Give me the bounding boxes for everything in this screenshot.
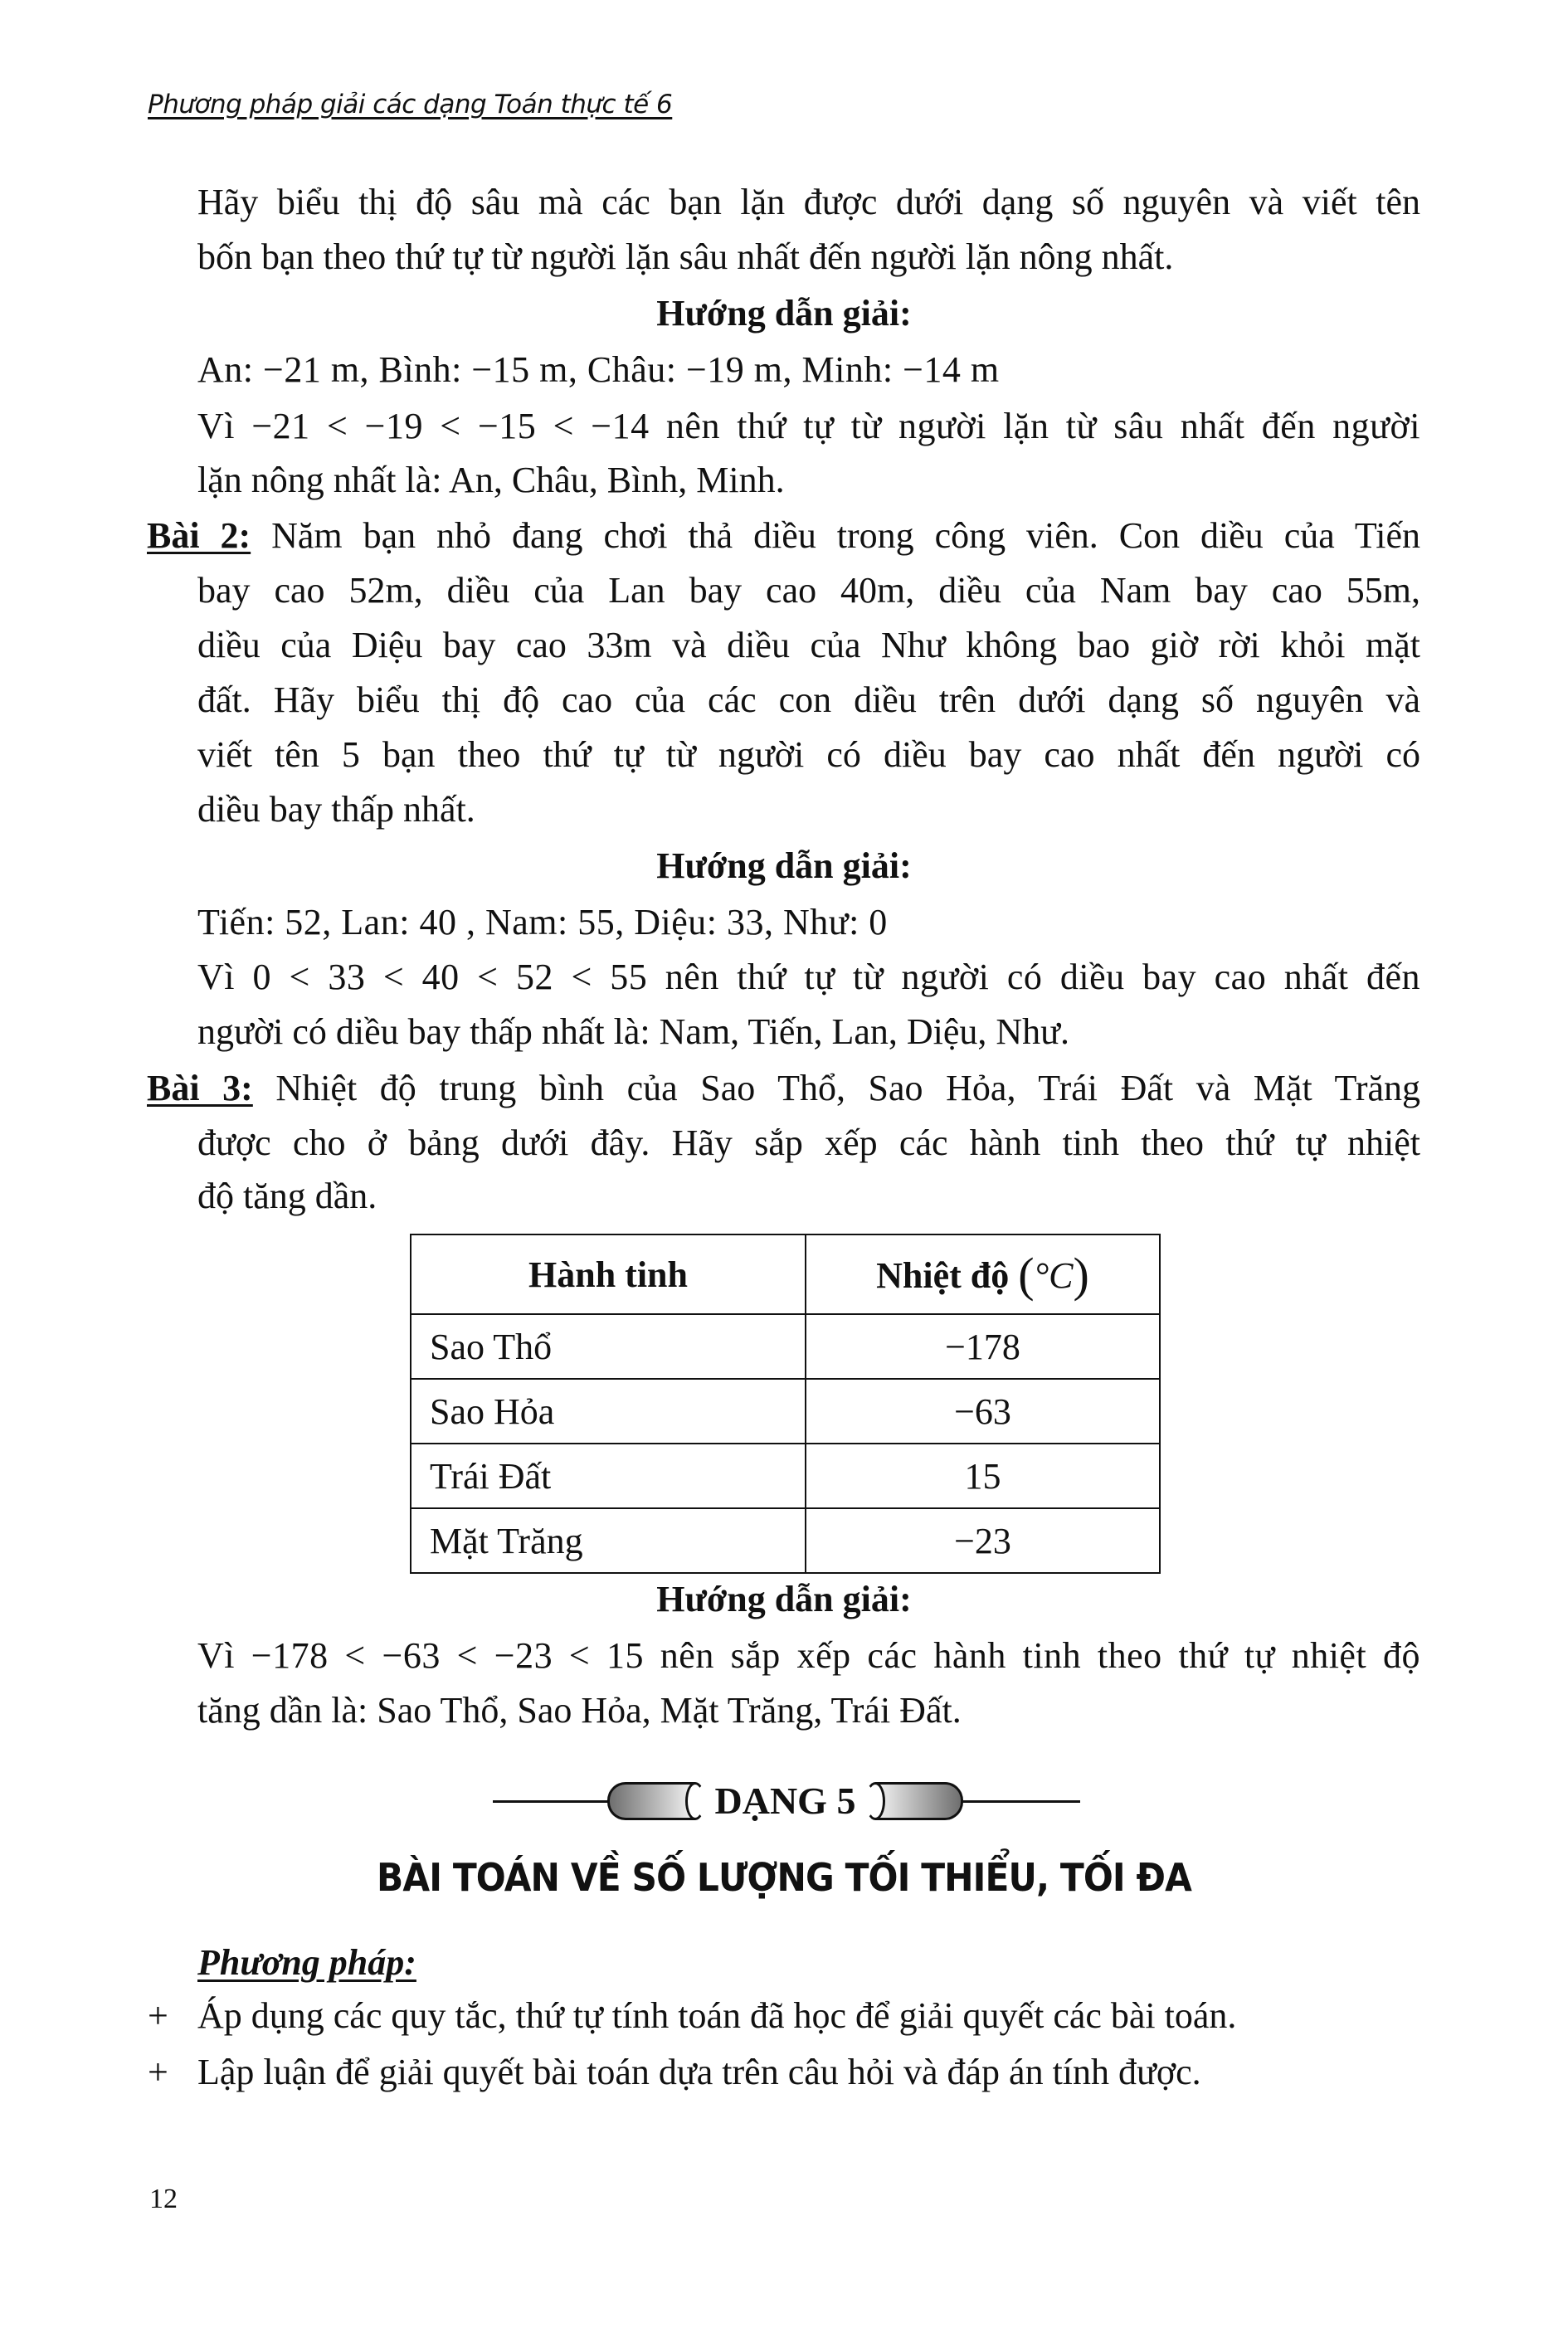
column-header-temperature <box>806 1234 1160 1314</box>
banner-cap-right-icon <box>875 1782 963 1820</box>
method-heading: Phương pháp: <box>197 1942 416 1983</box>
unit-label: °C <box>1034 1254 1074 1296</box>
solution-text-line: Vì −21 < −19 < −15 < −14 nên thứ tự từ người lặn từ sâu nhất đến người <box>197 406 1420 446</box>
solution-text-line: Tiến: 52, Lan: 40 , Nam: 55, Diệu: 33, Như: 0 <box>197 902 888 942</box>
banner-rule-left <box>493 1800 609 1803</box>
temperature-label: Nhiệt độ <box>876 1254 1010 1296</box>
solution-text-line: lặn nông nhất là: An, Châu, Bình, Minh. <box>197 460 785 500</box>
problem-text-line: diều bay thấp nhất. <box>197 789 475 830</box>
solution-text-line: Vì 0 < 33 < 40 < 52 < 55 nên thứ tự từ người có diều bay cao nhất đến <box>197 957 1420 997</box>
temperature-cell: −63 <box>806 1379 1160 1444</box>
solution-heading: Hướng dẫn giải: <box>656 845 912 886</box>
problem-text-line: bốn bạn theo thứ tự từ người lặn sâu nhất đến người lặn nông nhất. <box>197 236 1174 277</box>
problem-label: Bài 2: <box>147 515 251 556</box>
table-row <box>411 1508 1160 1573</box>
table-row <box>411 1314 1160 1379</box>
banner-notch <box>865 1782 885 1820</box>
problem-text-line: được cho ở bảng dưới đây. Hãy sắp xếp các hành tinh theo thứ tự nhiệt <box>197 1122 1420 1163</box>
solution-text-line: An: −21 m, Bình: −15 m, Châu: −19 m, Minh: −14 m <box>197 349 1000 390</box>
table-row <box>411 1379 1160 1444</box>
problem-first-line <box>147 1067 1420 1110</box>
table-row <box>411 1444 1160 1508</box>
solution-heading: Hướng dẫn giải: <box>656 293 912 334</box>
planet-cell: Mặt Trăng <box>411 1508 806 1573</box>
problem-text-line: Hãy biểu thị độ sâu mà các bạn lặn được dưới dạng số nguyên và viết tên <box>197 182 1420 222</box>
solution-text-line: Vì −178 < −63 < −23 < 15 nên sắp xếp các hành tinh theo thứ tự nhiệt độ <box>197 1635 1420 1676</box>
problem-text-line: độ tăng dần. <box>197 1176 377 1216</box>
problem-first-line <box>147 514 1420 558</box>
bullet-item: Lập luận để giải quyết bài toán dựa trên câu hỏi và đáp án tính được. <box>197 2052 1201 2092</box>
paren-open: ( <box>1018 1247 1035 1302</box>
solution-text-line: tăng dần là: Sao Thổ, Sao Hỏa, Mặt Trăng, Trái Đất. <box>197 1690 962 1731</box>
column-header-planet: Hành tinh <box>411 1234 806 1314</box>
section-title: BÀI TOÁN VỀ SỐ LƯỢNG TỐI THIỂU, TỐI ĐA <box>377 1855 1191 1900</box>
paren-close: ) <box>1073 1247 1089 1302</box>
problem-text-line: bay cao 52m, diều của Lan bay cao 40m, diều của Nam bay cao 55m, <box>197 570 1420 611</box>
planet-cell: Sao Thổ <box>411 1314 806 1379</box>
temperature-cell: −23 <box>806 1508 1160 1573</box>
banner-label: DẠNG 5 <box>714 1780 856 1822</box>
page-number: 12 <box>149 2184 178 2214</box>
problem-text-line: viết tên 5 bạn theo thứ tự từ người có diều bay cao nhất đến người có <box>197 734 1420 775</box>
problem-text: Năm bạn nhỏ đang chơi thả diều trong công viên. Con diều của Tiến <box>271 515 1420 556</box>
plus-bullet-icon: + <box>148 1995 168 2036</box>
planet-cell: Sao Hỏa <box>411 1379 806 1444</box>
temperature-table <box>410 1234 1161 1574</box>
problem-label: Bài 3: <box>147 1068 253 1108</box>
problem-text-line: diều của Diệu bay cao 33m và diều của Như không bao giờ rời khỏi mặt <box>197 625 1420 665</box>
problem-text-line: đất. Hãy biểu thị độ cao của các con diều trên dưới dạng số nguyên và <box>197 679 1420 720</box>
solution-text-line: người có diều bay thấp nhất là: Nam, Tiến, Lan, Diệu, Như. <box>197 1011 1070 1052</box>
planet-cell: Trái Đất <box>411 1444 806 1508</box>
temperature-cell: 15 <box>806 1444 1160 1508</box>
section-banner <box>493 1780 1080 1824</box>
plus-bullet-icon: + <box>148 2052 168 2092</box>
solution-heading: Hướng dẫn giải: <box>656 1579 912 1619</box>
temperature-cell: −178 <box>806 1314 1160 1379</box>
bullet-item: Áp dụng các quy tắc, thứ tự tính toán đã học để giải quyết các bài toán. <box>197 1995 1237 2036</box>
banner-rule-right <box>962 1800 1080 1803</box>
problem-text: Nhiệt độ trung bình của Sao Thổ, Sao Hỏa, Trái Đất và Mặt Trăng <box>275 1068 1420 1108</box>
banner-cap-left-icon <box>607 1782 695 1820</box>
running-header: Phương pháp giải các dạng Toán thực tế 6 <box>148 90 673 119</box>
table-header-row <box>411 1234 1160 1314</box>
